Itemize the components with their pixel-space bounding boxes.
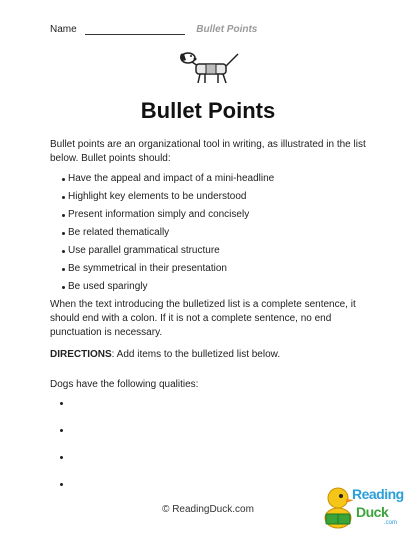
list-item: Present information simply and concisely: [50, 206, 370, 224]
name-label: Name: [50, 24, 77, 35]
duck-icon: [322, 486, 356, 530]
directions: [50, 348, 370, 362]
dog-icon: [176, 48, 242, 86]
directions-label: DIRECTIONS: [50, 349, 112, 360]
bullet-list: [50, 170, 370, 296]
directions-text: : Add items to the bulletized list below.: [111, 349, 281, 360]
topic-label: Bullet Points: [196, 24, 258, 35]
qualities-intro: Dogs have the following qualities:: [50, 379, 199, 390]
bullet-dot-icon: [62, 286, 65, 289]
bullet-dot-icon: [62, 232, 65, 235]
list-item: Have the appeal and impact of a mini-headline: [50, 170, 370, 188]
blank-bullet-dot-icon: [60, 429, 63, 432]
blank-bullet-dot-icon: [60, 456, 63, 459]
name-blank-line[interactable]: [85, 24, 185, 35]
bullet-dot-icon: [62, 214, 65, 217]
list-item: Be related thematically: [50, 224, 370, 242]
page-title: Bullet Points: [140, 98, 276, 123]
list-item: Be symmetrical in their presentation: [50, 260, 370, 278]
bullet-dot-icon: [62, 250, 65, 253]
list-item: Be used sparingly: [50, 278, 370, 296]
intro-paragraph: Bullet points are an organizational tool in writing, as illustrated in the list below. Bullet points should:: [50, 139, 366, 164]
explanation-paragraph: When the text introducing the bulletized list is a complete sentence, it should end with a colon. If it is not a complete sentence, no end punctuation is necessary.: [50, 299, 356, 338]
blank-bullet-dot-icon: [60, 402, 63, 405]
bullet-dot-icon: [62, 196, 65, 199]
header: [50, 24, 257, 35]
blank-bullet-dot-icon: [60, 483, 63, 486]
bullet-dot-icon: [62, 178, 65, 181]
list-item: Highlight key elements to be understood: [50, 188, 370, 206]
footer-copyright: © ReadingDuck.com: [162, 504, 254, 515]
reading-duck-logo: Reading Duck .com: [322, 484, 408, 530]
bullet-dot-icon: [62, 268, 65, 271]
list-item: Use parallel grammatical structure: [50, 242, 370, 260]
